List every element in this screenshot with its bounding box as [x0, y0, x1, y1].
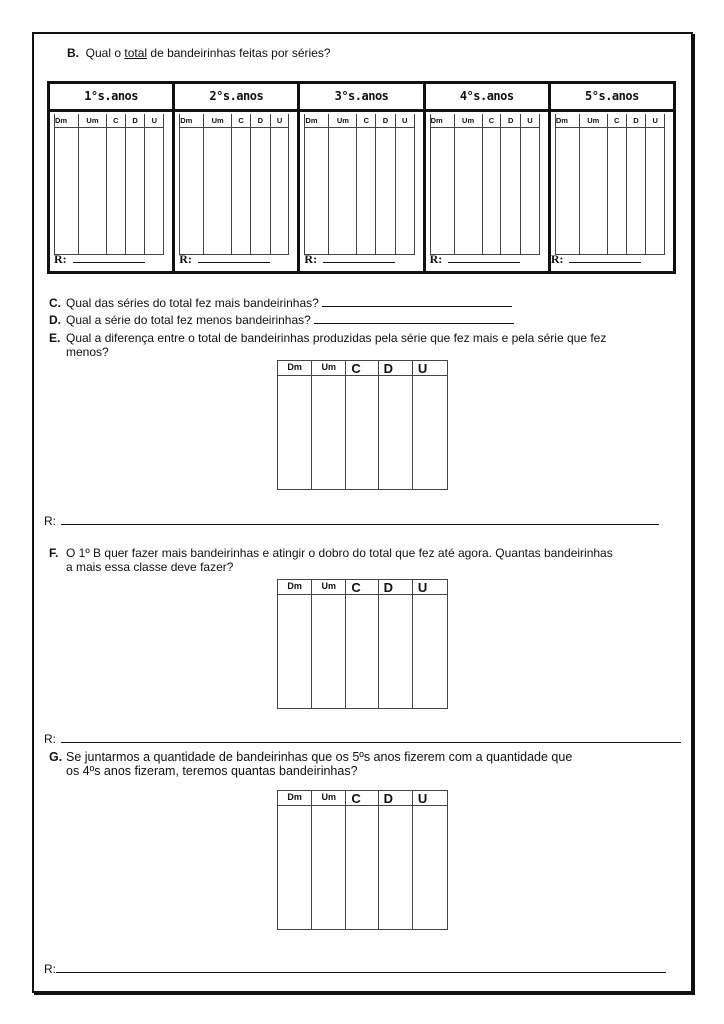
answer-label: R: [304, 252, 318, 266]
question-d-text: Qual a série do total fez menos bandeirinhas? [66, 313, 311, 327]
header-c: C [346, 791, 377, 806]
worksheet-page [32, 32, 693, 993]
header-um: Um [329, 114, 356, 128]
header-dm: Dm [278, 791, 311, 806]
place-value-grid[interactable] [555, 114, 665, 255]
place-value-grid[interactable] [430, 114, 540, 255]
calc-table-f[interactable] [277, 579, 448, 709]
question-e [49, 331, 606, 359]
header-um: Um [312, 791, 345, 806]
header-dm: Dm [180, 114, 203, 128]
header-d: D [501, 114, 520, 128]
answer-label: R: [44, 732, 56, 746]
question-b-text-post: de bandeirinhas feitas por séries? [147, 46, 331, 60]
question-f [49, 546, 613, 574]
answer-label: R: [54, 252, 67, 266]
header-d: D [251, 114, 270, 128]
answer-line[interactable] [430, 252, 521, 267]
calc-table-e[interactable] [277, 360, 448, 490]
answer-line[interactable] [551, 252, 642, 267]
series-header: 3°s.anos [300, 84, 422, 112]
header-u: U [413, 791, 447, 806]
answer-label: R: [429, 252, 443, 266]
header-d: D [379, 791, 412, 806]
header-um: Um [79, 114, 106, 128]
header-dm: Dm [556, 114, 579, 128]
series-column-5 [551, 84, 673, 271]
header-c: C [107, 114, 125, 128]
header-d: D [376, 114, 395, 128]
series-header: 4°s.anos [426, 84, 548, 112]
header-c: C [483, 114, 501, 128]
series-column-4 [426, 84, 551, 271]
question-e-text-line2: menos? [66, 345, 109, 359]
question-d [49, 313, 514, 327]
header-u: U [413, 361, 447, 376]
series-column-3 [300, 84, 425, 271]
answer-line-g[interactable] [44, 962, 666, 976]
question-d-letter: D. [49, 313, 61, 327]
question-g [49, 750, 572, 778]
answer-line[interactable] [304, 252, 395, 267]
header-dm: Dm [431, 114, 454, 128]
header-dm: Dm [278, 361, 311, 376]
header-u: U [396, 114, 414, 128]
answer-label: R: [44, 962, 56, 976]
answer-label: R: [550, 252, 564, 266]
question-b-text-pre: Qual o [85, 46, 125, 60]
header-u: U [145, 114, 163, 128]
series-header: 5°s.anos [551, 84, 673, 112]
answer-line-e[interactable] [44, 514, 659, 528]
answer-label: R: [44, 514, 56, 528]
header-d: D [379, 361, 412, 376]
question-f-text-line1: O 1º B quer fazer mais bandeirinhas e atingir o dobro do total que fez até agora. Quantas bandeirinhas [66, 546, 613, 560]
question-c-answer-blank[interactable] [322, 296, 512, 307]
question-b-letter: B. [67, 46, 79, 60]
header-c: C [608, 114, 626, 128]
question-c-text: Qual das séries do total fez mais bandeirinhas? [66, 296, 319, 310]
question-e-text-line1: Qual a diferença entre o total de bandeirinhas produzidas pela série que fez mais e pela série que fez [66, 331, 607, 345]
calc-table-g[interactable] [277, 790, 448, 930]
question-f-letter: F. [49, 546, 59, 560]
question-g-text-line2: os 4ºs anos fizeram, teremos quantas bandeirinhas? [66, 764, 358, 778]
series-column-2 [175, 84, 300, 271]
answer-line-f[interactable] [44, 732, 681, 746]
header-um: Um [204, 114, 231, 128]
header-u: U [271, 114, 289, 128]
header-d: D [126, 114, 145, 128]
header-um: Um [312, 361, 345, 376]
header-dm: Dm [305, 114, 328, 128]
answer-line[interactable] [54, 252, 145, 267]
header-c: C [346, 580, 377, 595]
header-dm: Dm [278, 580, 311, 595]
question-g-letter: G. [49, 750, 63, 764]
answer-label: R: [179, 252, 192, 266]
header-u: U [413, 580, 447, 595]
series-totals-table [47, 81, 676, 274]
question-b-underlined: total [124, 46, 148, 60]
header-dm: Dm [55, 114, 78, 128]
series-header: 1°s.anos [50, 84, 172, 112]
question-f-text-line2: a mais essa classe deve fazer? [66, 560, 234, 574]
series-header: 2°s.anos [175, 84, 297, 112]
series-column-1 [50, 84, 175, 271]
answer-line[interactable] [179, 252, 270, 267]
place-value-grid[interactable] [54, 114, 164, 255]
header-um: Um [312, 580, 345, 595]
question-e-letter: E. [49, 331, 61, 345]
header-u: U [646, 114, 664, 128]
header-c: C [232, 114, 250, 128]
header-d: D [627, 114, 646, 128]
question-g-text-line1: Se juntarmos a quantidade de bandeirinhas que os 5ºs anos fizerem com a quantidade que [66, 750, 573, 764]
question-c [49, 296, 512, 310]
header-um: Um [455, 114, 482, 128]
header-c: C [357, 114, 375, 128]
header-um: Um [580, 114, 607, 128]
question-b [67, 46, 331, 60]
header-d: D [379, 580, 412, 595]
header-u: U [521, 114, 539, 128]
header-c: C [346, 361, 377, 376]
question-d-answer-blank[interactable] [314, 313, 514, 324]
place-value-grid[interactable] [179, 114, 289, 255]
question-c-letter: C. [49, 296, 61, 310]
place-value-grid[interactable] [304, 114, 414, 255]
